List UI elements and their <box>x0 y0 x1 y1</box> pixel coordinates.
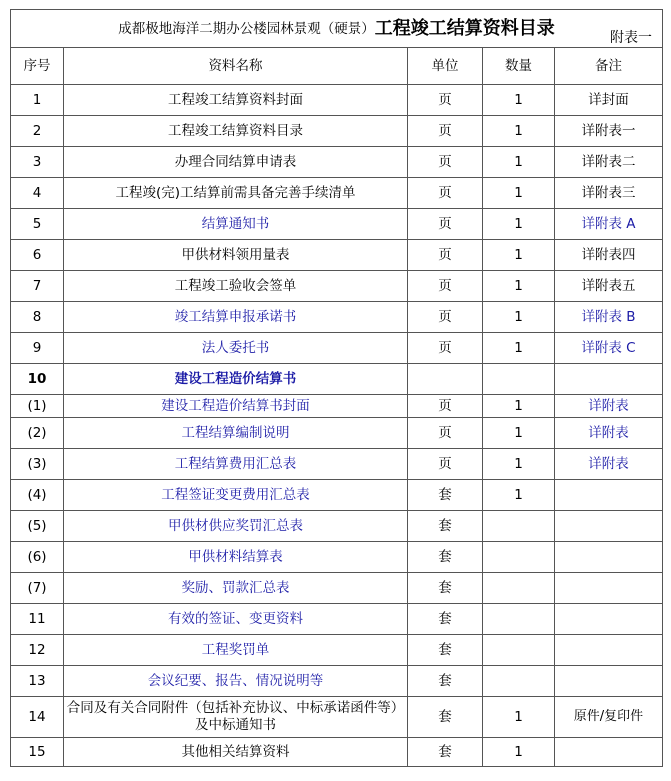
document-name: 法人委托书 <box>64 333 408 364</box>
header-row <box>11 48 663 85</box>
quantity: 1 <box>483 240 555 271</box>
remark: 详附表 <box>555 418 663 449</box>
remark: 详封面 <box>555 85 663 116</box>
quantity <box>483 542 555 573</box>
table-row <box>11 480 663 511</box>
row-number: (5) <box>11 511 64 542</box>
header-no: 序号 <box>11 48 64 85</box>
remark: 详附表 C <box>555 333 663 364</box>
quantity: 1 <box>483 449 555 480</box>
unit: 套 <box>408 480 483 511</box>
remark <box>555 738 663 767</box>
document-name: 工程竣工结算资料目录 <box>64 116 408 147</box>
unit <box>408 364 483 395</box>
document-name: 办理合同结算申请表 <box>64 147 408 178</box>
row-number: 11 <box>11 604 64 635</box>
table-row <box>11 511 663 542</box>
row-number: 2 <box>11 116 64 147</box>
quantity <box>483 666 555 697</box>
unit: 套 <box>408 697 483 738</box>
unit: 页 <box>408 271 483 302</box>
row-number: (2) <box>11 418 64 449</box>
catalog-table <box>10 9 663 767</box>
document-name: 工程奖罚单 <box>64 635 408 666</box>
table-row <box>11 178 663 209</box>
unit: 页 <box>408 333 483 364</box>
table-row <box>11 85 663 116</box>
header-qty: 数量 <box>483 48 555 85</box>
remark: 原件/复印件 <box>555 697 663 738</box>
row-number: 9 <box>11 333 64 364</box>
document-name: 甲供材供应奖罚汇总表 <box>64 511 408 542</box>
header-unit: 单位 <box>408 48 483 85</box>
document-name: 奖励、罚款汇总表 <box>64 573 408 604</box>
row-number: 6 <box>11 240 64 271</box>
remark: 详附表五 <box>555 271 663 302</box>
row-number: (4) <box>11 480 64 511</box>
table-row <box>11 395 663 418</box>
document-name: 工程竣(完)工结算前需具备完善手续清单 <box>64 178 408 209</box>
row-number: 13 <box>11 666 64 697</box>
unit: 套 <box>408 738 483 767</box>
document-name: 工程签证变更费用汇总表 <box>64 480 408 511</box>
table-row <box>11 542 663 573</box>
row-number: 12 <box>11 635 64 666</box>
row-number: 3 <box>11 147 64 178</box>
title-cell <box>11 10 663 48</box>
quantity <box>483 573 555 604</box>
unit: 页 <box>408 449 483 480</box>
quantity: 1 <box>483 302 555 333</box>
remark <box>555 480 663 511</box>
unit: 页 <box>408 85 483 116</box>
header-name: 资料名称 <box>64 48 408 85</box>
table-row <box>11 240 663 271</box>
table-row <box>11 147 663 178</box>
remark: 详附表 <box>555 395 663 418</box>
unit: 套 <box>408 604 483 635</box>
row-number: 15 <box>11 738 64 767</box>
row-number: 8 <box>11 302 64 333</box>
quantity: 1 <box>483 209 555 240</box>
row-number: 5 <box>11 209 64 240</box>
remark: 详附表二 <box>555 147 663 178</box>
unit: 页 <box>408 116 483 147</box>
quantity: 1 <box>483 271 555 302</box>
quantity: 1 <box>483 178 555 209</box>
unit: 页 <box>408 302 483 333</box>
quantity: 1 <box>483 116 555 147</box>
unit: 套 <box>408 573 483 604</box>
unit: 页 <box>408 240 483 271</box>
document-name: 会议纪要、报告、情况说明等 <box>64 666 408 697</box>
remark: 详附表 <box>555 449 663 480</box>
document-name: 其他相关结算资料 <box>64 738 408 767</box>
quantity <box>483 604 555 635</box>
row-number: 7 <box>11 271 64 302</box>
document-name: 竣工结算申报承诺书 <box>64 302 408 333</box>
table-row <box>11 573 663 604</box>
row-number: (1) <box>11 395 64 418</box>
row-number: 10 <box>11 364 64 395</box>
unit: 套 <box>408 542 483 573</box>
row-number: (7) <box>11 573 64 604</box>
document-name: 工程竣工结算资料封面 <box>64 85 408 116</box>
quantity: 1 <box>483 697 555 738</box>
table-row <box>11 302 663 333</box>
quantity: 1 <box>483 147 555 178</box>
table-row <box>11 418 663 449</box>
document-name: 合同及有关合同附件（包括补充协议、中标承诺函件等）及中标通知书 <box>64 697 408 738</box>
remark: 详附表三 <box>555 178 663 209</box>
quantity <box>483 364 555 395</box>
row-number: 4 <box>11 178 64 209</box>
unit: 页 <box>408 418 483 449</box>
table-row <box>11 116 663 147</box>
remark: 详附表一 <box>555 116 663 147</box>
remark <box>555 666 663 697</box>
remark <box>555 542 663 573</box>
table-row <box>11 364 663 395</box>
appendix-label: 附表一 <box>610 29 652 46</box>
remark <box>555 604 663 635</box>
table-row <box>11 738 663 767</box>
quantity: 1 <box>483 395 555 418</box>
unit: 套 <box>408 666 483 697</box>
document-name: 工程竣工验收会签单 <box>64 271 408 302</box>
document-name: 建设工程造价结算书 <box>64 364 408 395</box>
remark <box>555 635 663 666</box>
remark <box>555 573 663 604</box>
document-name: 有效的签证、变更资料 <box>64 604 408 635</box>
remark <box>555 364 663 395</box>
remark: 详附表四 <box>555 240 663 271</box>
unit: 页 <box>408 147 483 178</box>
table-row <box>11 209 663 240</box>
unit: 套 <box>408 511 483 542</box>
unit: 套 <box>408 635 483 666</box>
row-number: (6) <box>11 542 64 573</box>
document-name: 建设工程造价结算书封面 <box>64 395 408 418</box>
table-row <box>11 697 663 738</box>
table-row <box>11 271 663 302</box>
document-name: 结算通知书 <box>64 209 408 240</box>
header-note: 备注 <box>555 48 663 85</box>
table-row <box>11 635 663 666</box>
row-number: (3) <box>11 449 64 480</box>
row-number: 14 <box>11 697 64 738</box>
remark: 详附表 A <box>555 209 663 240</box>
page-title: 工程竣工结算资料目录 <box>374 17 555 39</box>
remark <box>555 511 663 542</box>
table-row <box>11 449 663 480</box>
quantity <box>483 511 555 542</box>
quantity: 1 <box>483 418 555 449</box>
remark: 详附表 B <box>555 302 663 333</box>
table-row <box>11 666 663 697</box>
quantity: 1 <box>483 85 555 116</box>
quantity: 1 <box>483 333 555 364</box>
table-row <box>11 333 663 364</box>
project-subtitle: 成都极地海洋二期办公楼园林景观（硬景） <box>118 20 375 37</box>
table-row <box>11 604 663 635</box>
unit: 页 <box>408 395 483 418</box>
unit: 页 <box>408 209 483 240</box>
quantity: 1 <box>483 480 555 511</box>
row-number: 1 <box>11 85 64 116</box>
unit: 页 <box>408 178 483 209</box>
quantity <box>483 635 555 666</box>
document-name: 甲供材料领用量表 <box>64 240 408 271</box>
document-name: 工程结算费用汇总表 <box>64 449 408 480</box>
document-name: 甲供材料结算表 <box>64 542 408 573</box>
document-name: 工程结算编制说明 <box>64 418 408 449</box>
quantity: 1 <box>483 738 555 767</box>
